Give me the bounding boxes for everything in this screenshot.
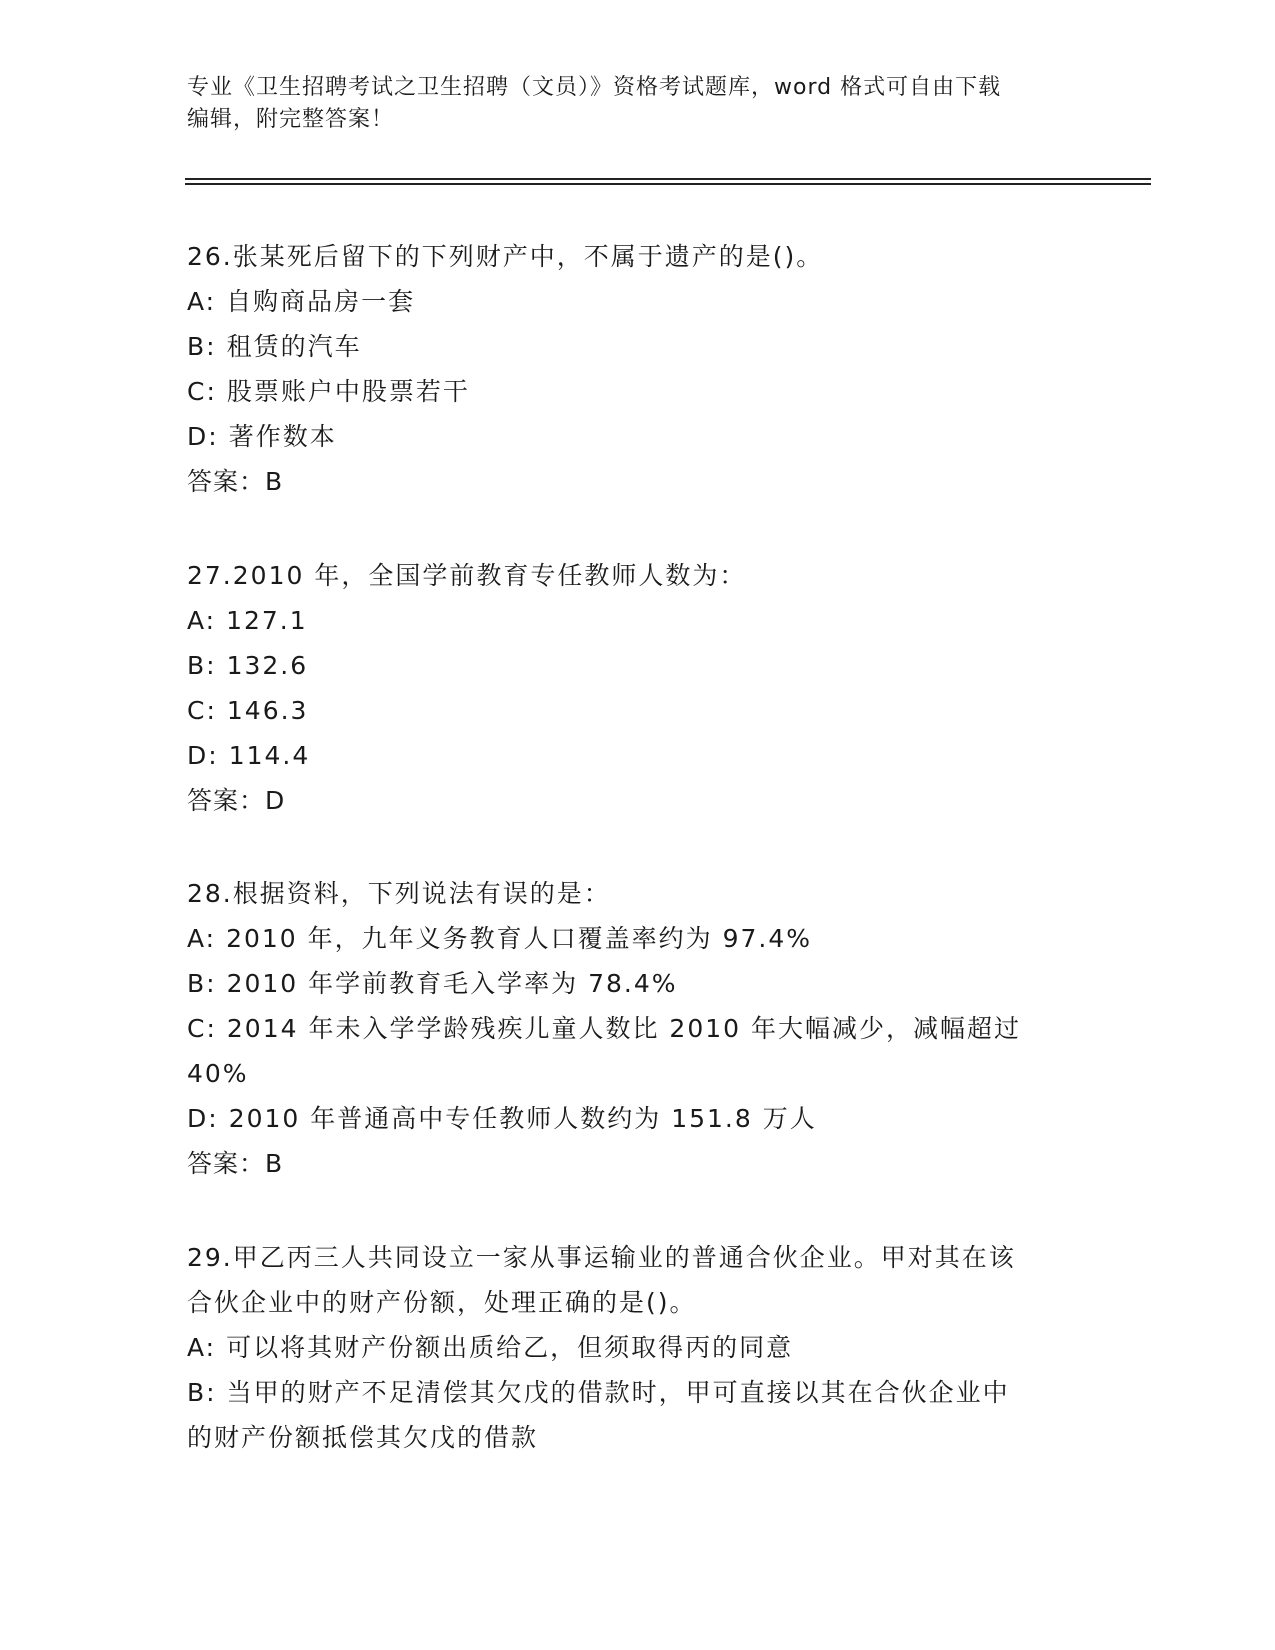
option-text: 127.1 <box>226 606 308 635</box>
question-26 <box>187 234 1087 504</box>
option-b <box>187 643 1087 688</box>
option-key: B: <box>187 651 217 680</box>
header-line-1: 专业《卫生招聘考试之卫生招聘（文员）》资格考试题库，word 格式可自由下载 <box>187 75 1002 100</box>
option-a <box>187 279 1087 324</box>
answer-line: 答案：D <box>187 786 286 815</box>
option-text: 股票账户中股票若干 <box>226 377 470 406</box>
option-c <box>187 688 1087 733</box>
question-28 <box>187 871 1087 1186</box>
option-text: 租赁的汽车 <box>226 332 362 361</box>
question-29 <box>187 1235 1087 1460</box>
option-b-continued: 的财产份额抵偿其欠戊的借款 <box>187 1423 539 1452</box>
option-key: C: <box>187 377 217 406</box>
option-d <box>187 414 1087 459</box>
option-text: 114.4 <box>228 741 311 770</box>
option-text: 2010 年普通高中专任教师人数约为 151.8 万人 <box>228 1104 817 1133</box>
option-text: 自购商品房一套 <box>226 287 416 316</box>
option-c <box>187 1006 1087 1051</box>
answer-line: 答案：B <box>187 1149 284 1178</box>
option-b <box>187 961 1087 1006</box>
option-key: B: <box>187 969 217 998</box>
header-line-2: 编辑，附完整答案！ <box>187 107 395 132</box>
option-key: A: <box>187 287 217 316</box>
option-key: B: <box>187 1378 217 1407</box>
option-a <box>187 598 1087 643</box>
option-text: 当甲的财产不足清偿其欠戊的借款时，甲可直接以其在合伙企业中 <box>226 1378 1010 1407</box>
option-a <box>187 916 1087 961</box>
option-text: 2010 年学前教育毛入学率为 78.4% <box>226 969 678 998</box>
option-text: 132.6 <box>226 651 309 680</box>
option-key: A: <box>187 924 217 953</box>
option-d <box>187 733 1087 778</box>
option-a <box>187 1325 1087 1370</box>
option-c-continued: 40% <box>187 1059 249 1088</box>
option-text: 可以将其财产份额出质给乙，但须取得丙的同意 <box>226 1333 794 1362</box>
option-d <box>187 1096 1087 1141</box>
option-key: B: <box>187 332 217 361</box>
question-stem: 29.甲乙丙三人共同设立一家从事运输业的普通合伙企业。甲对其在该 <box>187 1243 1016 1272</box>
option-key: D: <box>187 741 219 770</box>
question-stem: 27.2010 年，全国学前教育专任教师人数为： <box>187 561 747 590</box>
option-text: 146.3 <box>226 696 309 725</box>
option-text: 2014 年未入学学龄残疾儿童人数比 2010 年大幅减少，减幅超过 <box>226 1014 1021 1043</box>
option-b <box>187 1370 1087 1415</box>
option-key: A: <box>187 606 217 635</box>
header-divider-bottom <box>185 183 1151 185</box>
question-stem: 28.根据资料，下列说法有误的是： <box>187 879 611 908</box>
question-stem: 26.张某死后留下的下列财产中，不属于遗产的是()。 <box>187 242 824 271</box>
option-key: A: <box>187 1333 217 1362</box>
document-header <box>187 72 1087 136</box>
option-key: D: <box>187 1104 219 1133</box>
option-c <box>187 369 1087 414</box>
option-b <box>187 324 1087 369</box>
option-text: 2010 年，九年义务教育人口覆盖率约为 97.4% <box>226 924 813 953</box>
option-text: 著作数本 <box>228 422 337 451</box>
question-27 <box>187 553 1087 823</box>
question-stem-continued: 合伙企业中的财产份额，处理正确的是()。 <box>187 1288 697 1317</box>
option-key: C: <box>187 696 217 725</box>
option-key: D: <box>187 422 219 451</box>
answer-line: 答案：B <box>187 467 284 496</box>
header-divider-top <box>185 178 1151 180</box>
option-key: C: <box>187 1014 217 1043</box>
